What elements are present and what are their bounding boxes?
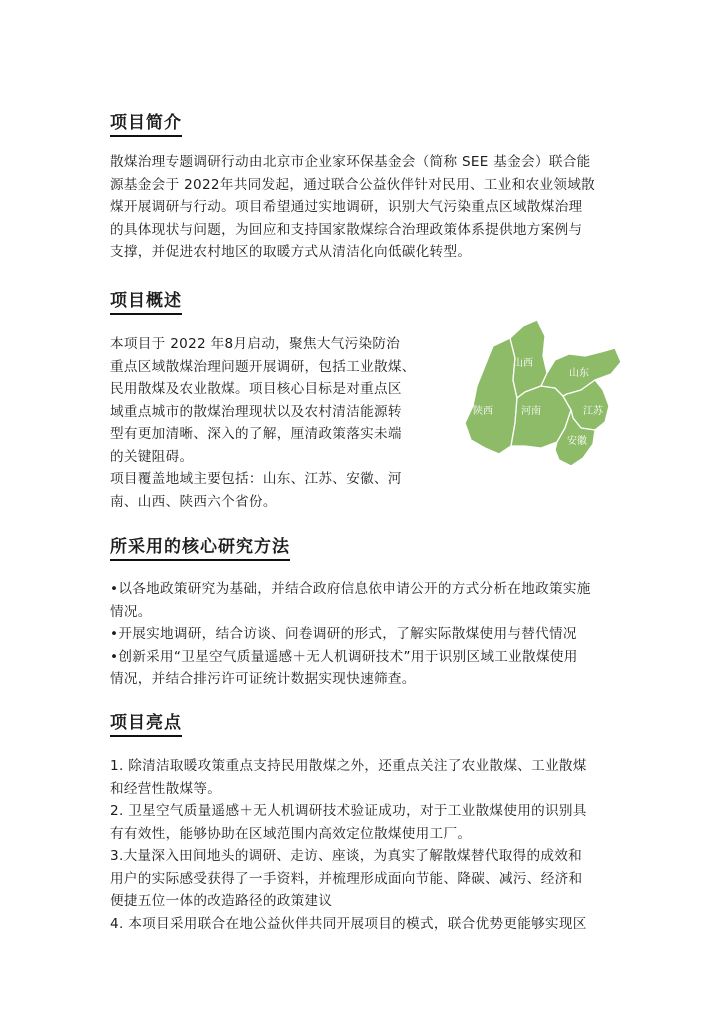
map-label-shandong: 山东 (569, 368, 589, 379)
text-line: 情况，并结合排污许可证统计数据实现快速筛查。 (110, 671, 416, 687)
text-line: 域重点城市的散煤治理现状以及农村清洁能源转 (110, 403, 402, 420)
map-label-shaanxi: 陕西 (473, 406, 493, 417)
text-line: 的关键阻碍。 (110, 448, 194, 465)
text-line: 型有更加清晰、深入的了解，厘清政策落实未端 (110, 426, 402, 442)
text-line: 南、山西、陕西六个省份。 (110, 493, 277, 510)
text-line: 2. 卫星空气质量遥感＋无人机调研技术验证成功，对于工业散煤使用的识别具 (110, 803, 587, 819)
text-line: •开展实地调研，结合访谈、问卷调研的形式，了解实际散煤使用与替代情况 (110, 626, 577, 642)
methods-paragraph (110, 578, 620, 691)
map-label-shanxi: 山西 (513, 358, 533, 369)
text-line: 源基金会于 2022年共同发起，通过联合公益伙伴针对民用、工业和农业领域散 (110, 176, 596, 193)
text-line: 支撑，并促进农村地区的取暖方式从清洁化向低碳化转型。 (110, 244, 472, 260)
section-heading-methods: 所采用的核心研究方法 (110, 536, 290, 561)
section-heading-overview: 项目概述 (110, 290, 182, 315)
text-line: 的具体现状与问题，为回应和支持国家散煤综合治理政策体系提供地方案例与 (110, 221, 583, 238)
text-line: 项目覆盖地域主要包括：山东、江苏、安徽、河 (110, 471, 402, 487)
text-line: 用户的实际感受获得了一手资料，并梳理形成面向节能、降碳、减污、经济和 (110, 870, 583, 887)
text-line: 民用散煤及农业散煤。项目核心目标是对重点区 (110, 381, 402, 397)
text-line: 1. 除清洁取暖攻策重点支持民用散煤之外，还重点关注了农业散煤、工业散煤 (110, 758, 587, 774)
text-line: 散煤治理专题调研行动由北京市企业家环保基金会（简称 SEE 基金会）联合能 (110, 154, 591, 170)
text-line: 3.大量深入田间地头的调研、走访、座谈，为真实了解散煤替代取得的成效和 (110, 848, 583, 864)
text-line: •以各地政策研究为基础，并结合政府信息依申请公开的方式分析在地政策实施 (110, 581, 591, 597)
province-map (455, 318, 630, 478)
map-shaanxi (465, 338, 517, 454)
text-line: 有有效性，能够协助在区域范围内高效定位散煤使用工厂。 (110, 825, 472, 842)
text-line: 本项目于 2022 年8月启动，聚焦大气污染防治 (110, 336, 401, 352)
highlights-paragraph (110, 755, 620, 935)
map-label-henan: 河南 (521, 406, 541, 417)
map-label-jiangsu: 江苏 (583, 406, 603, 417)
text-line: 情况。 (110, 603, 152, 620)
text-line: 重点区域散煤治理问题开展调研，包括工业散煤、 (110, 358, 416, 375)
text-line: 便捷五位一体的改造路径的政策建议 (110, 893, 333, 909)
text-line: 4. 本项目采用联合在地公益伙伴共同开展项目的模式，联合优势更能够实现区 (110, 915, 587, 932)
section-heading-intro: 项目简介 (110, 112, 182, 137)
overview-paragraph (110, 333, 430, 513)
text-line: 和经营性散煤等。 (110, 780, 222, 797)
text-line: 煤开展调研与行动。项目希望通过实地调研，识别大气污染重点区域散煤治理 (110, 199, 583, 215)
intro-paragraph (110, 151, 620, 264)
text-line: •创新采用“卫星空气质量遥感＋无人机调研技术”用于识别区域工业散煤使用 (110, 648, 578, 665)
section-heading-highlights: 项目亮点 (110, 712, 182, 737)
map-label-anhui: 安徽 (567, 436, 587, 447)
